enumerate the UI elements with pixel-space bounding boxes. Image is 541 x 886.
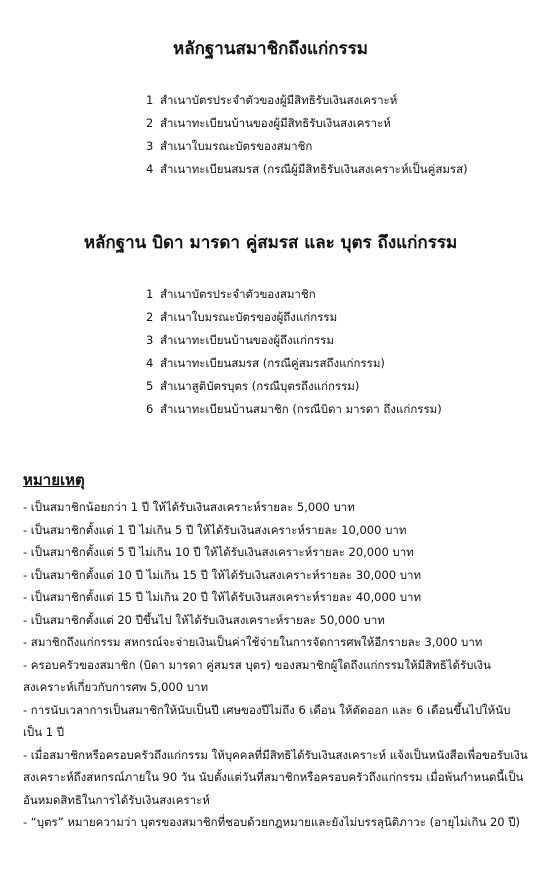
item-number: 3: [146, 139, 154, 153]
note-item: - เมื่อสมาชิกหรือครอบครัวถึงแก่กรรม ให้บุคคลที่มีสิทธิได้รับเงินสงเคราะห์ แจ้งเป็นหนังสือเพื่อขอรับเงินสงเคราะห์ถึงสหกรณ์ภายใน 90 วัน นับตั้งแต่วันที่สมาชิกหรือครอบครัวถึงแก่กรรม เมื่อพ้นกำหนดนี้เป็นอันหมดสิทธิในการได้รับเงินสงเคราะห์: [23, 747, 528, 807]
note-item: - เป็นสมาชิกตั้งแต่ 10 ปี ไม่เกิน 15 ปี ให้ได้รับเงินสงเคราะห์รายละ 30,000 บาท: [23, 567, 422, 582]
item-text: สำเนาทะเบียนบ้านของผู้มีสิทธิรับเงินสงเคราะห์: [160, 116, 391, 130]
item-number: 4: [146, 162, 154, 176]
item-text: สำเนาทะเบียนบ้านสมาชิก (กรณีบิดา มารดา ถึงแก่กรรม): [160, 402, 442, 416]
section-2-document-list: [146, 283, 442, 421]
item-number: 1: [146, 93, 154, 107]
list-item: [146, 352, 442, 375]
list-item: [146, 158, 468, 181]
list-item: [146, 89, 468, 112]
section-1-document-list: [146, 89, 468, 181]
item-text: สำเนาบัตรประจำตัวของผู้มีสิทธิรับเงินสงเคราะห์: [160, 93, 398, 107]
note-item: - เป็นสมาชิกตั้งแต่ 1 ปี ไม่เกิน 5 ปี ให้ได้รับเงินสงเคราะห์รายละ 10,000 บาท: [23, 522, 407, 537]
section-1-title: หลักฐานสมาชิกถึงแก่กรรม: [172, 39, 369, 59]
note-item: - ครอบครัวของสมาชิก (บิดา มารดา คู่สมรส บุตร) ของสมาชิกผู้ใดถึงแก่กรรมให้มีสิทธิได้รับเงินสงเคราะห์เกี่ยวกับการศพ 5,000 บาท: [23, 657, 491, 694]
list-item: [146, 112, 468, 135]
item-number: 2: [146, 310, 154, 324]
note-item: - เป็นสมาชิกตั้งแต่ 20 ปีขึ้นไป ให้ได้รับเงินสงเคราะห์รายละ 50,000 บาท: [23, 612, 385, 627]
notes-heading: หมายเหตุ: [23, 471, 85, 489]
item-text: สำเนาสูติบัตรบุตร (กรณีบุตรถึงแก่กรรม): [160, 379, 360, 393]
note-item: - สมาชิกถึงแก่กรรม สหกรณ์จะจ่ายเงินเป็นค่าใช้จ่ายในการจัดการศพให้อีกรายละ 3,000 บาท: [23, 635, 483, 649]
item-number: 2: [146, 116, 154, 130]
note-item: - เป็นสมาชิกตั้งแต่ 15 ปี ไม่เกิน 20 ปี ให้ได้รับเงินสงเคราะห์รายละ 40,000 บาท: [23, 590, 422, 604]
note-item: - เป็นสมาชิกตั้งแต่ 5 ปี ไม่เกิน 10 ปี ให้ได้รับเงินสงเคราะห์รายละ 20,000 บาท: [23, 545, 414, 559]
item-number: 6: [146, 402, 154, 416]
list-item: [146, 398, 442, 421]
list-item: [146, 283, 442, 306]
item-text: สำเนาทะเบียนสมรส (กรณีผู้มีสิทธิรับเงินสงเคราะห์เป็นคู่สมรส): [160, 162, 468, 176]
note-item: - “บุตร” หมายความว่า บุตรของสมาชิกที่ชอบด้วยกฎหมายและยังไม่บรรลุนิติภาวะ (อายุไม่เกิน 20 ปี): [23, 815, 521, 829]
list-item: [146, 329, 442, 352]
note-item: - เป็นสมาชิกน้อยกว่า 1 ปี ให้ได้รับเงินสงเคราะห์รายละ 5,000 บาท: [23, 500, 355, 514]
notes-list: [23, 496, 528, 834]
item-number: 3: [146, 333, 154, 347]
item-text: สำเนาบัตรประจำตัวของสมาชิก: [160, 287, 316, 301]
item-text: สำเนาทะเบียนสมรส (กรณีคู่สมรสถึงแก่กรรม): [160, 356, 385, 370]
section-2-title: หลักฐาน บิดา มารดา คู่สมรส และ บุตร ถึงแก่กรรม: [83, 233, 458, 253]
item-text: สำเนาทะเบียนบ้านของผู้ถึงแก่กรรม: [160, 333, 334, 347]
item-number: 4: [146, 356, 154, 370]
list-item: [146, 306, 442, 329]
list-item: [146, 135, 468, 158]
item-number: 1: [146, 287, 154, 301]
note-item: - การนับเวลาการเป็นสมาชิกให้นับเป็นปี เศษของปีไม่ถึง 6 เดือน ให้ตัดออก และ 6 เดือนขึ้นไปให้นับเป็น 1 ปี: [23, 702, 511, 739]
item-text: สำเนาใบมรณะบัตรของผู้ถึงแก่กรรม: [160, 310, 338, 324]
item-number: 5: [146, 379, 154, 393]
item-text: สำเนาใบมรณะบัตรของสมาชิก: [160, 139, 313, 153]
list-item: [146, 375, 442, 398]
